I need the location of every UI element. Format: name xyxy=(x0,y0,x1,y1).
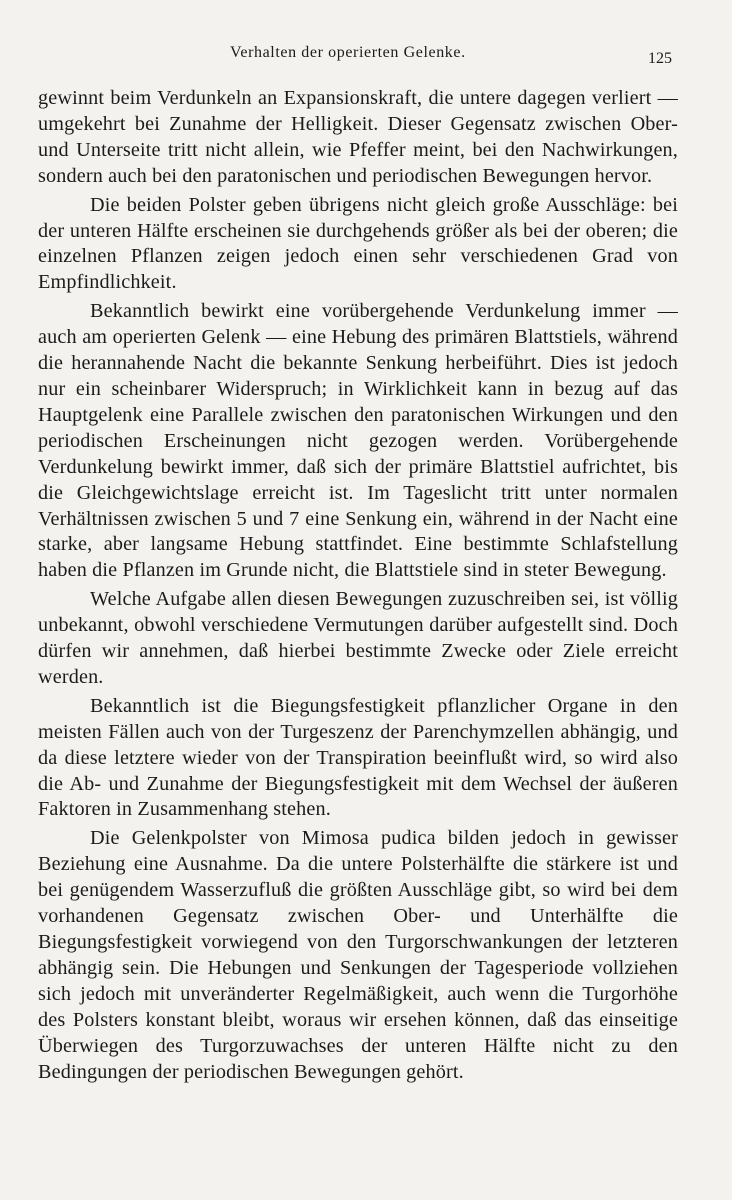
body-text xyxy=(38,86,678,1085)
paragraph-aufgabe-bewegungen: Welche Aufgabe allen diesen Bewegungen zuzuschreiben sei, ist völlig unbekannt, obwohl verschiedene Vermutungen darüber aufgestellt sind. Doch dürfen wir annehmen, daß hierbei bestimmte Zwecke oder Ziele erreicht werden. xyxy=(38,588,678,688)
paragraph-continuation: gewinnt beim Verdunkeln an Expansionskraft, die untere dagegen verliert — umgekehrt bei Zunahme der Helligkeit. Dieser Gegensatz zwischen Ober- und Unterseite tritt nicht allein, wie Pfeffer meint, bei den Nachwirkungen, sondern auch bei den paratonischen und periodischen Bewegungen hervor. xyxy=(38,87,678,187)
paragraph-verdunkelung: Bekanntlich bewirkt eine vorübergehende Verdunkelung immer — auch am operierten Gelenk — eine Hebung des primären Blattstiels, während die herannahende Nacht die bekannte Senkung herbeiführt. Dies ist jedoch nur ein scheinbarer Widerspruch; in Wirklichkeit kann in bezug auf das Hauptgelenk eine Parallele zwischen den paratonischen Wirkungen und den periodischen Erscheinungen nicht gezogen werden. Vorübergehende Verdunkelung bewirkt immer, daß sich der primäre Blattstiel aufrichtet, bis die Gleichgewichtslage erreicht ist. Im Tageslicht tritt unter normalen Verhältnissen zwischen 5 und 7 eine Senkung ein, während in der Nacht eine starke, aber langsame Hebung stattfindet. Eine bestimmte Schlafstellung haben die Pflanzen im Grunde nicht, die Blattstiele sind in steter Bewegung. xyxy=(38,300,678,582)
paragraph-mimosa-pudica: Die Gelenkpolster von Mimosa pudica bilden jedoch in gewisser Beziehung eine Ausnahme. Da die untere Polsterhälfte die stärkere ist und bei genügendem Wasserzufluß die größten Ausschläge gibt, so wird bei dem vorhandenen Gegensatz zwischen Ober- und Unterhälfte die Biegungsfestigkeit vorwiegend von den Turgorschwankungen der letzteren abhängig sein. Die Hebungen und Senkungen der Tagesperiode vollziehen sich jedoch mit unveränderter Regelmäßigkeit, auch wenn die Turgorhöhe des Polsters konstant bleibt, woraus wir ersehen können, daß das einseitige Überwiegen des Turgorzuwachses der unteren Hälfte nicht zu den Bedingungen der periodischen Bewegungen gehört. xyxy=(38,827,678,1083)
running-head-title: Verhalten der operierten Gelenke. xyxy=(230,44,466,61)
page-number: 125 xyxy=(648,50,672,67)
paragraph-polster-ausschlaege: Die beiden Polster geben übrigens nicht gleich große Ausschläge: bei der unteren Hälfte erscheinen sie durchgehends größer als bei der oberen; die einzelnen Pflanzen zeigen jedoch einen sehr verschiedenen Grad von Empfindlichkeit. xyxy=(38,193,678,294)
paragraph-biegungsfestigkeit: Bekanntlich ist die Biegungsfestigkeit pflanzlicher Organe in den meisten Fällen auch von der Turgeszenz der Parenchymzellen abhängig, und da diese letztere wieder von der Transpiration beeinflußt wird, so wird also die Ab- und Zunahme der Biegungsfestigkeit mit dem Wechsel der äußeren Faktoren in Zusammenhang stehen. xyxy=(38,694,678,821)
running-head xyxy=(40,44,690,72)
